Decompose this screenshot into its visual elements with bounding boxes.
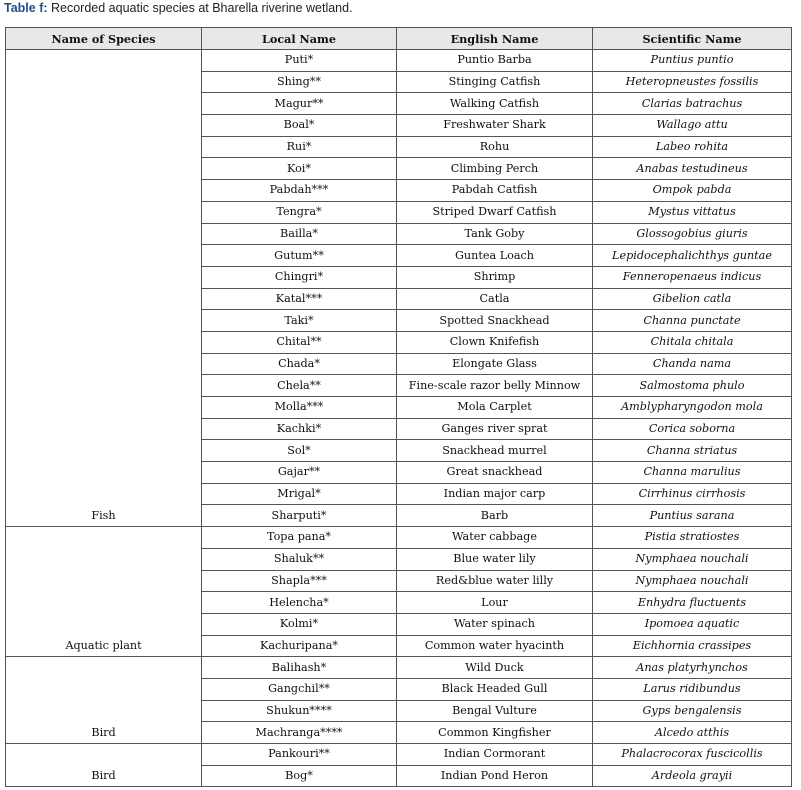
english-name-cell: Guntea Loach	[397, 245, 593, 267]
scientific-name-cell: Cirrhinus cirrhosis	[593, 483, 792, 505]
local-name-cell: Balihash*	[202, 657, 397, 679]
caption-text: Recorded aquatic species at Bharella riverine wetland.	[47, 1, 353, 15]
english-name-cell: Snackhead murrel	[397, 440, 593, 462]
scientific-name-cell: Anas platyrhynchos	[593, 657, 792, 679]
english-name-cell: Striped Dwarf Catfish	[397, 201, 593, 223]
table-row	[6, 744, 792, 766]
scientific-name-cell: Channa punctate	[593, 310, 792, 332]
english-name-cell: Climbing Perch	[397, 158, 593, 180]
english-name-cell: Rohu	[397, 136, 593, 158]
caption-label: Table f:	[4, 1, 48, 15]
species-table	[5, 27, 792, 787]
local-name-cell: Sharputi*	[202, 505, 397, 527]
scientific-name-cell: Mystus vittatus	[593, 201, 792, 223]
english-name-cell: Wild Duck	[397, 657, 593, 679]
scientific-name-cell: Corica soborna	[593, 418, 792, 440]
english-name-cell: Clown Knifefish	[397, 331, 593, 353]
english-name-cell: Blue water lily	[397, 548, 593, 570]
local-name-cell: Topa pana*	[202, 527, 397, 549]
scientific-name-cell: Nymphaea nouchali	[593, 570, 792, 592]
english-name-cell: Fine-scale razor belly Minnow	[397, 375, 593, 397]
scientific-name-cell: Gyps bengalensis	[593, 700, 792, 722]
english-name-cell: Pabdah Catfish	[397, 180, 593, 202]
scientific-name-cell: Phalacrocorax fuscicollis	[593, 744, 792, 766]
local-name-cell: Helencha*	[202, 592, 397, 614]
scientific-name-cell: Ipomoea aquatic	[593, 613, 792, 635]
species-group-cell: Aquatic plant	[6, 527, 202, 657]
header-row	[6, 28, 792, 50]
scientific-name-cell: Chitala chitala	[593, 331, 792, 353]
english-name-cell: Puntio Barba	[397, 50, 593, 72]
local-name-cell: Bailla*	[202, 223, 397, 245]
local-name-cell: Shukun****	[202, 700, 397, 722]
local-name-cell: Tengra*	[202, 201, 397, 223]
local-name-cell: Taki*	[202, 310, 397, 332]
english-name-cell: Indian Cormorant	[397, 744, 593, 766]
scientific-name-cell: Fenneropenaeus indicus	[593, 266, 792, 288]
local-name-cell: Chital**	[202, 331, 397, 353]
local-name-cell: Gajar**	[202, 462, 397, 484]
table-row	[6, 657, 792, 679]
local-name-cell: Machranga****	[202, 722, 397, 744]
english-name-cell: Great snackhead	[397, 462, 593, 484]
english-name-cell: Water cabbage	[397, 527, 593, 549]
scientific-name-cell: Wallago attu	[593, 115, 792, 137]
local-name-cell: Chada*	[202, 353, 397, 375]
english-name-cell: Indian Pond Heron	[397, 765, 593, 787]
header-name-of-species: Name of Species	[6, 28, 202, 50]
scientific-name-cell: Nymphaea nouchali	[593, 548, 792, 570]
english-name-cell: Elongate Glass	[397, 353, 593, 375]
english-name-cell: Bengal Vulture	[397, 700, 593, 722]
english-name-cell: Red&blue water lilly	[397, 570, 593, 592]
header-local-name: Local Name	[202, 28, 397, 50]
english-name-cell: Catla	[397, 288, 593, 310]
local-name-cell: Boal*	[202, 115, 397, 137]
scientific-name-cell: Clarias batrachus	[593, 93, 792, 115]
local-name-cell: Chela**	[202, 375, 397, 397]
species-group-cell: Bird	[6, 744, 202, 787]
local-name-cell: Molla***	[202, 397, 397, 419]
english-name-cell: Lour	[397, 592, 593, 614]
english-name-cell: Ganges river sprat	[397, 418, 593, 440]
english-name-cell: Mola Carplet	[397, 397, 593, 419]
english-name-cell: Common water hyacinth	[397, 635, 593, 657]
species-group-cell: Bird	[6, 657, 202, 744]
english-name-cell: Freshwater Shark	[397, 115, 593, 137]
local-name-cell: Bog*	[202, 765, 397, 787]
local-name-cell: Shing**	[202, 71, 397, 93]
english-name-cell: Indian major carp	[397, 483, 593, 505]
scientific-name-cell: Salmostoma phulo	[593, 375, 792, 397]
local-name-cell: Gangchil**	[202, 678, 397, 700]
scientific-name-cell: Gibelion catla	[593, 288, 792, 310]
scientific-name-cell: Labeo rohita	[593, 136, 792, 158]
english-name-cell: Common Kingfisher	[397, 722, 593, 744]
scientific-name-cell: Pistia stratiostes	[593, 527, 792, 549]
scientific-name-cell: Eichhornia crassipes	[593, 635, 792, 657]
table-row	[6, 50, 792, 72]
local-name-cell: Chingri*	[202, 266, 397, 288]
local-name-cell: Koi*	[202, 158, 397, 180]
species-group-cell: Fish	[6, 50, 202, 527]
local-name-cell: Shaluk**	[202, 548, 397, 570]
scientific-name-cell: Puntius sarana	[593, 505, 792, 527]
scientific-name-cell: Ompok pabda	[593, 180, 792, 202]
local-name-cell: Shapla***	[202, 570, 397, 592]
local-name-cell: Rui*	[202, 136, 397, 158]
scientific-name-cell: Anabas testudineus	[593, 158, 792, 180]
local-name-cell: Pabdah***	[202, 180, 397, 202]
table-header	[6, 28, 792, 50]
local-name-cell: Kachuripana*	[202, 635, 397, 657]
local-name-cell: Sol*	[202, 440, 397, 462]
local-name-cell: Mrigal*	[202, 483, 397, 505]
table-body	[6, 50, 792, 787]
local-name-cell: Pankouri**	[202, 744, 397, 766]
scientific-name-cell: Amblypharyngodon mola	[593, 397, 792, 419]
english-name-cell: Shrimp	[397, 266, 593, 288]
scientific-name-cell: Channa striatus	[593, 440, 792, 462]
english-name-cell: Walking Catfish	[397, 93, 593, 115]
english-name-cell: Barb	[397, 505, 593, 527]
english-name-cell: Spotted Snackhead	[397, 310, 593, 332]
table-caption	[4, 1, 353, 15]
scientific-name-cell: Puntius puntio	[593, 50, 792, 72]
english-name-cell: Water spinach	[397, 613, 593, 635]
scientific-name-cell: Channa marulius	[593, 462, 792, 484]
header-english-name: English Name	[397, 28, 593, 50]
english-name-cell: Stinging Catfish	[397, 71, 593, 93]
scientific-name-cell: Alcedo atthis	[593, 722, 792, 744]
header-scientific-name: Scientific Name	[593, 28, 792, 50]
local-name-cell: Puti*	[202, 50, 397, 72]
scientific-name-cell: Chanda nama	[593, 353, 792, 375]
scientific-name-cell: Ardeola grayii	[593, 765, 792, 787]
scientific-name-cell: Enhydra fluctuents	[593, 592, 792, 614]
local-name-cell: Katal***	[202, 288, 397, 310]
local-name-cell: Kachki*	[202, 418, 397, 440]
local-name-cell: Gutum**	[202, 245, 397, 267]
scientific-name-cell: Lepidocephalichthys guntae	[593, 245, 792, 267]
scientific-name-cell: Glossogobius giuris	[593, 223, 792, 245]
scientific-name-cell: Heteropneustes fossilis	[593, 71, 792, 93]
local-name-cell: Magur**	[202, 93, 397, 115]
english-name-cell: Tank Goby	[397, 223, 593, 245]
english-name-cell: Black Headed Gull	[397, 678, 593, 700]
local-name-cell: Kolmi*	[202, 613, 397, 635]
table-row	[6, 527, 792, 549]
scientific-name-cell: Larus ridibundus	[593, 678, 792, 700]
